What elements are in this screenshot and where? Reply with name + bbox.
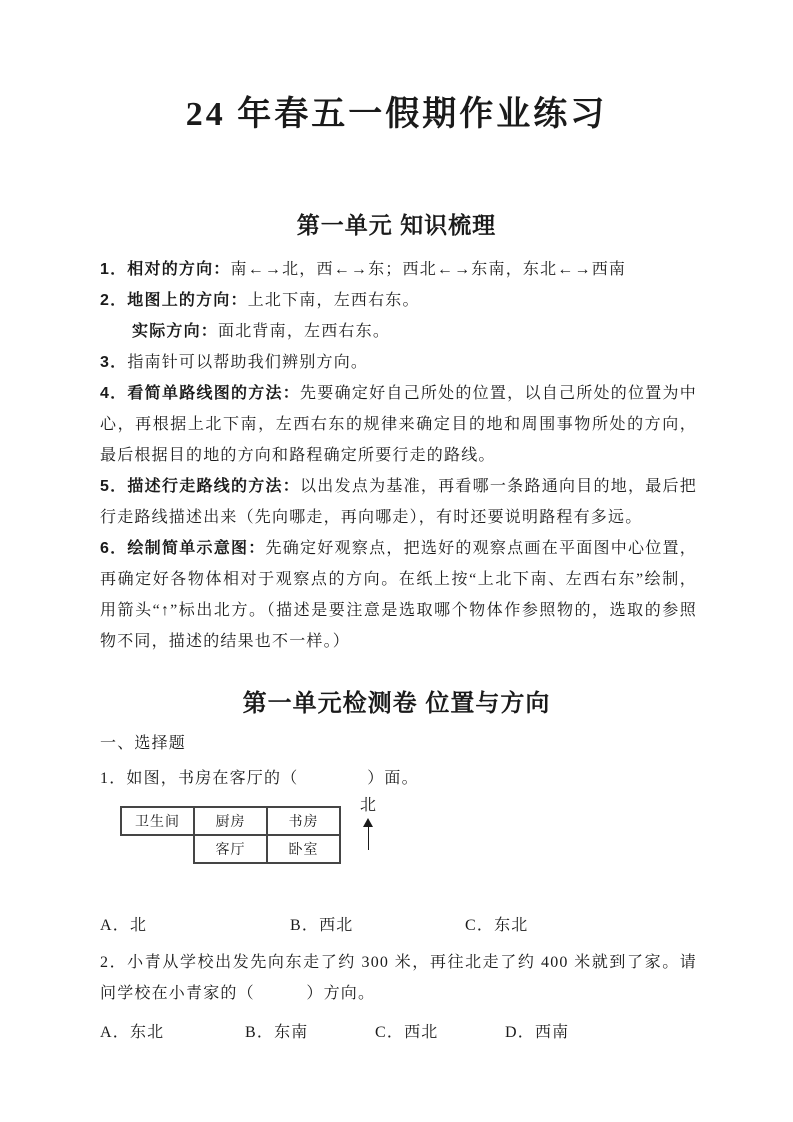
knowledge-item-3 [100, 347, 697, 378]
section1-heading: 第一单元 知识梳理 [296, 212, 497, 238]
item-6-label: 6．绘制简单示意图： [100, 540, 266, 557]
knowledge-item-1 [100, 254, 697, 285]
q1-option-a: A．北 [100, 917, 148, 934]
table-row [121, 807, 340, 835]
document-title: 24 年春五一假期作业练习 [185, 96, 608, 133]
part-label-choice: 一、选择题 [100, 735, 187, 752]
knowledge-item-4 [100, 378, 697, 471]
q2-option-a: A．东北 [100, 1024, 165, 1041]
item-4-label: 4．看简单路线图的方法： [100, 385, 301, 402]
item-2b-label: 实际方向： [132, 323, 219, 340]
q2-option-c: C．西北 [375, 1024, 439, 1041]
q2-option-b: B．东南 [245, 1024, 309, 1041]
item-4-text: 先要确定好自己所处的位置，以自己所处的位置为中心，再根据上北下南，左西右东的规律来确定目的地和周围事物所处的方向，最后根据目的地的方向和路程确定所要行走的路线。 [100, 385, 697, 464]
room-layout-diagram [0, 794, 793, 898]
cell-study: 书房 [267, 807, 340, 835]
q1-option-c: C．东北 [465, 917, 529, 934]
knowledge-item-2b [100, 316, 697, 347]
north-indicator [351, 796, 385, 850]
cell-bedroom: 卧室 [267, 835, 340, 863]
question-1-text: 1．如图，书房在客厅的（ ）面。 [100, 770, 419, 787]
item-5-text: 以出发点为基准，再看哪一条路通向目的地，最后把行走路线描述出来（先向哪走，再向哪走），有时还要说明路程有多远。 [100, 478, 697, 526]
knowledge-item-2 [100, 285, 697, 316]
north-arrow-icon [363, 818, 374, 850]
knowledge-item-5 [100, 471, 697, 533]
item-5-label: 5．描述行走路线的方法： [100, 478, 301, 495]
item-6-text: 先确定好观察点，把选好的观察点画在平面图中心位置，再确定好各物体相对于观察点的方向。在纸上按“上北下南、左西右东”绘制，用箭头“↑”标出北方。（描述是要注意是选取哪个物体作参照物的，选取的参照物不同，描述的结果也不一样。） [100, 540, 697, 650]
question-2-options [100, 1017, 697, 1048]
rooms-table [120, 806, 341, 864]
knowledge-item-6 [100, 533, 697, 657]
north-label: 北 [359, 797, 376, 814]
section2-heading: 第一单元检测卷 位置与方向 [242, 690, 551, 717]
item-3-text: 指南针可以帮助我们辨别方向。 [127, 354, 369, 371]
q2-option-d: D．西南 [505, 1024, 570, 1041]
question-2-text: 2．小青从学校出发先向东走了约 300 米，再往北走了约 400 米就到了家。请问学校在小青家的（ ）方向。 [100, 954, 697, 1002]
item-1-text: 南←→北，西←→东；西北←→东南，东北←→西南 [230, 261, 627, 278]
item-2-text: 上北下南，左西右东。 [247, 292, 420, 309]
item-2-label: 2．地图上的方向： [100, 292, 248, 309]
cell-kitchen: 厨房 [194, 807, 267, 835]
cell-livingroom: 客厅 [194, 835, 267, 863]
cell-bathroom: 卫生间 [121, 807, 194, 835]
question-1-options [100, 910, 697, 941]
q1-option-b: B．西北 [290, 917, 354, 934]
item-1-label: 1．相对的方向： [100, 261, 231, 278]
table-row [121, 835, 340, 863]
empty-cell [121, 835, 194, 863]
item-2b-text: 面北背南，左西右东。 [218, 323, 391, 340]
item-3-label: 3． [100, 354, 128, 371]
knowledge-list [100, 254, 697, 657]
